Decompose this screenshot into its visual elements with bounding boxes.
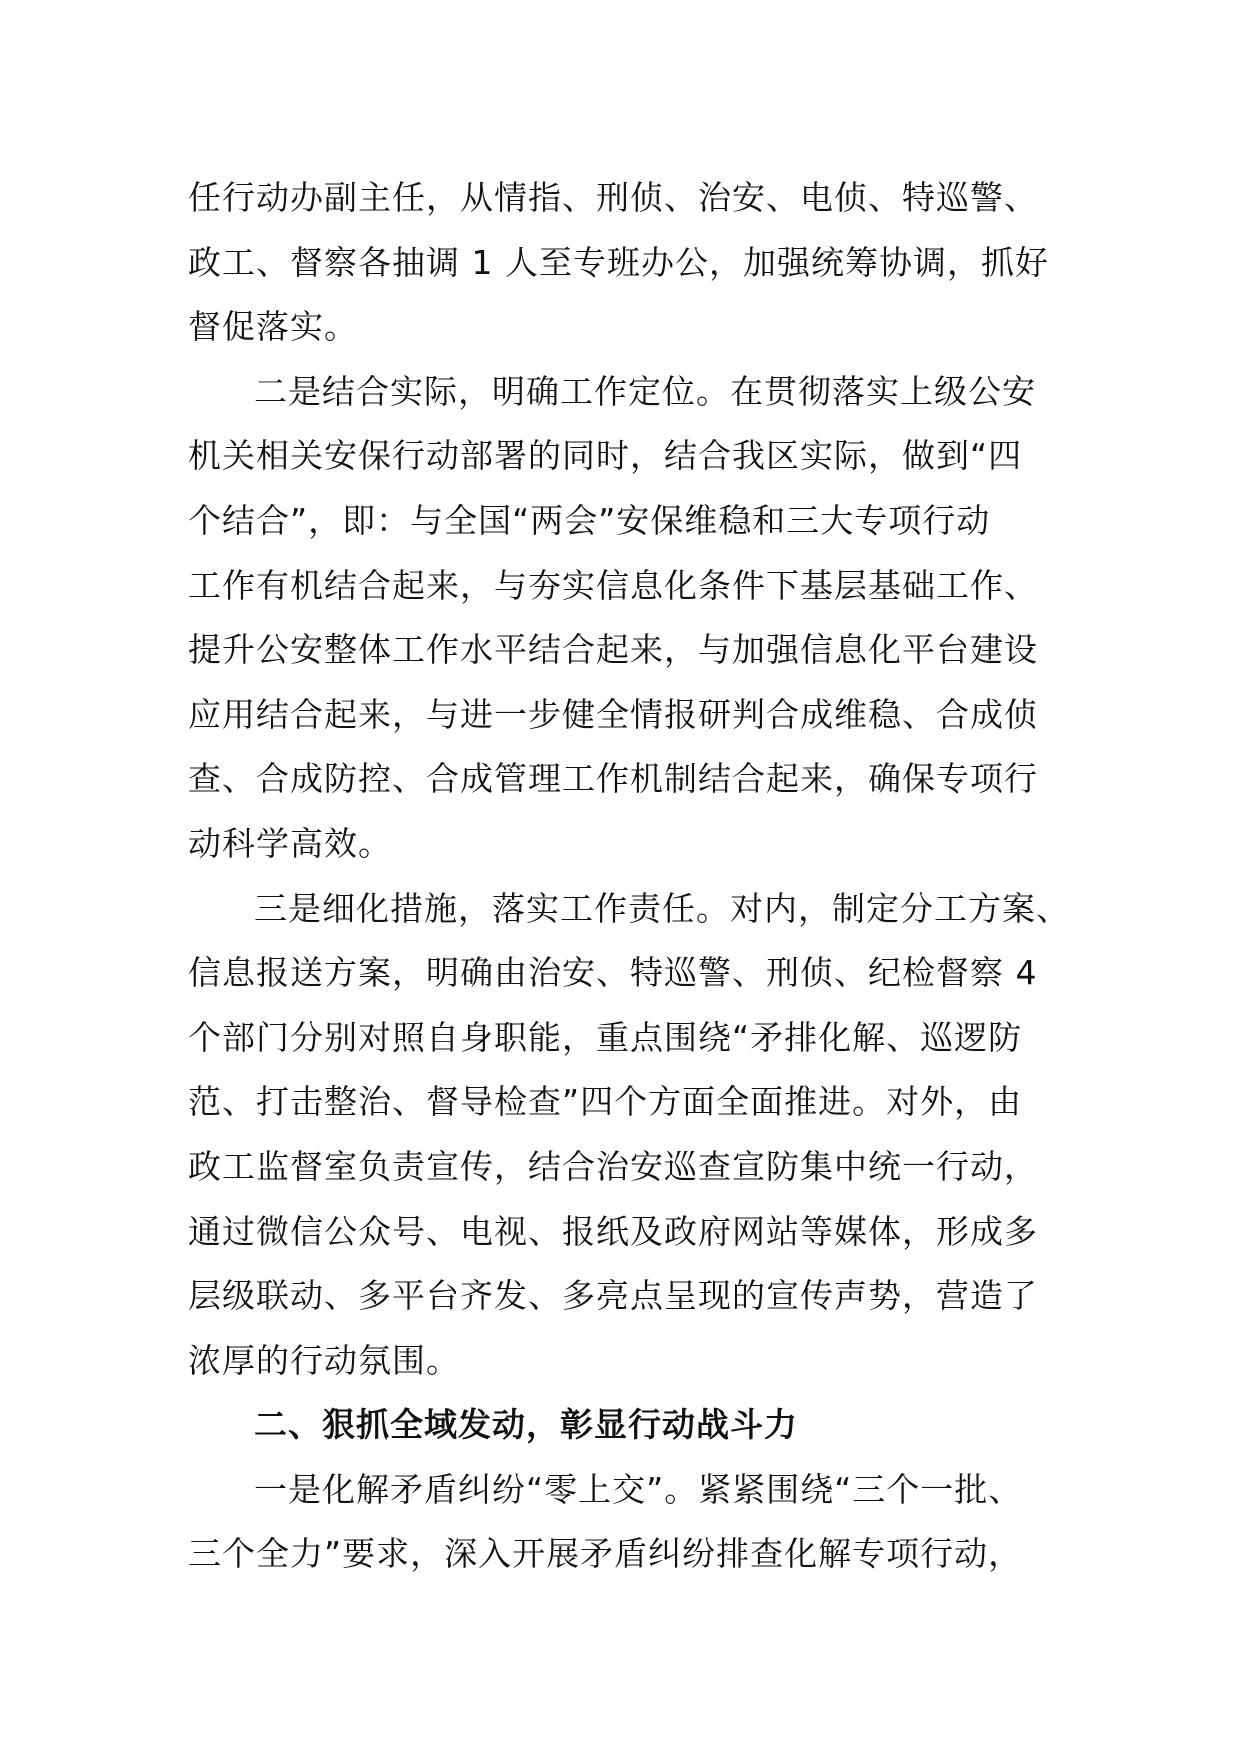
text-line: 任行动办副主任，从情指、刑侦、治安、电侦、特巡警、	[188, 178, 1038, 217]
paragraph-dispute-resolution	[188, 1458, 1064, 1587]
text-line: 机关相关安保行动部署的同时，结合我区实际，做到“四	[188, 436, 1023, 476]
text-line: 二是结合实际，明确工作定位。在贯彻落实上级公安	[254, 371, 1036, 411]
text-line: 提升公安整体工作水平结合起来，与加强信息化平台建设	[188, 630, 1038, 670]
document-body	[188, 166, 1070, 1587]
text-line: 查、合成防控、合成管理工作机制结合起来，确保专项行	[188, 759, 1038, 799]
text-line: 层级联动、多平台齐发、多亮点呈现的宣传声势，营造了	[188, 1276, 1038, 1316]
text-line: 政工、督察各抽调 1 人至专班办公，加强统筹协调，抓好	[188, 242, 1049, 282]
text-line: 浓厚的行动氛围。	[188, 1340, 460, 1380]
text-line: 三是细化措施，落实工作责任。对内，制定分工方案、	[254, 888, 1070, 928]
paragraph-work-responsibility	[188, 877, 1070, 1394]
text-line: 一是化解矛盾纠纷“零上交”。紧紧围绕“三个一批、	[254, 1469, 1023, 1509]
text-line: 信息报送方案，明确由治安、特巡警、刑侦、纪检督察 4	[188, 953, 1038, 993]
text-line: 督促落实。	[188, 307, 358, 347]
paragraph-continued	[188, 166, 1064, 360]
text-line: 工作有机结合起来，与夯实信息化条件下基层基础工作、	[188, 565, 1038, 605]
text-line: 政工监督室负责宣传，结合治安巡查宣防集中统一行动，	[188, 1146, 1038, 1186]
text-line: 三个全力”要求，深入开展矛盾纠纷排查化解专项行动，	[188, 1534, 1023, 1574]
text-line: 通过微信公众号、电视、报纸及政府网站等媒体，形成多	[188, 1211, 1038, 1251]
text-line: 动科学高效。	[188, 823, 392, 863]
section-heading-text: 二、狠抓全域发动，彰显行动战斗力	[254, 1405, 798, 1445]
text-line: 应用结合起来，与进一步健全情报研判合成维稳、合成侦	[188, 694, 1038, 734]
text-line: 个结合”，即：与全国“两会”安保维稳和三大专项行动	[188, 500, 991, 540]
text-line: 范、打击整治、督导检查”四个方面全面推进。对外，由	[188, 1082, 1023, 1122]
section-heading	[188, 1393, 1064, 1458]
text-line: 个部门分别对照自身职能，重点围绕“矛排化解、巡逻防	[188, 1017, 1023, 1057]
paragraph-work-positioning	[188, 360, 1064, 877]
